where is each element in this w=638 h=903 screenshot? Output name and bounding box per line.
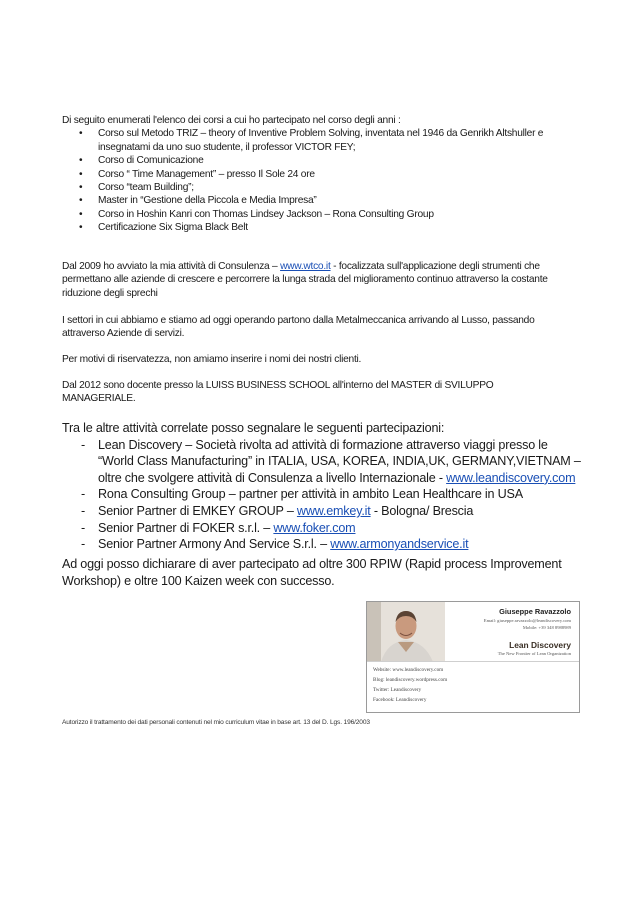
list-item: - Rona Consulting Group – partner per attività in ambito Lean Healthcare in USA <box>62 486 582 503</box>
leandiscovery-link[interactable]: www.leandiscovery.com <box>446 470 576 485</box>
card-divider <box>367 661 579 662</box>
list-item: • Corso sul Metodo TRIZ – theory of Inventive Problem Solving, inventata nel 1946 da Genrikh Altshuller e insegnatami da uno suo studente, il professor VICTOR FEY; <box>62 127 582 154</box>
list-item: • Certificazione Six Sigma Black Belt <box>62 221 582 234</box>
list-item: • Corso in Hoshin Kanri con Thomas Lindsey Jackson – Rona Consulting Group <box>62 208 582 221</box>
armony-link[interactable]: www.armonyandservice.it <box>330 537 469 552</box>
list-item: - Senior Partner di FOKER s.r.l. – www.foker.com <box>62 520 582 537</box>
paragraph-riservatezza: Per motivi di riservatezza, non amiamo inserire i nomi dei nostri clienti. <box>62 354 362 365</box>
courses-list <box>62 127 582 234</box>
card-brand: Lean Discovery <box>509 640 571 650</box>
privacy-footer: Autorizzo il trattamento dei dati personali contenuti nel mio curriculum vitae in base art. 13 del D. Lgs. 196/2003 <box>62 719 370 726</box>
person-photo-icon <box>367 602 445 662</box>
activities-section <box>62 420 582 553</box>
paragraph-settori: I settori in cui abbiamo e stiamo ad oggi operando partono dalla Metalmeccanica arrivando al Lusso, passando attraverso Aziende di servizi. <box>62 315 535 340</box>
paragraph-2009: Dal 2009 ho avviato la mia attività di Consulenza – www.wtco.it - focalizzata sull'applicazione degli strumenti che permettano alle aziende di crescere e percorrere la lunga strada del miglioramento continuo attraverso la costante riduzione degli sprechi <box>62 261 548 299</box>
list-item: - Senior Partner di EMKEY GROUP – www.emkey.it - Bologna/ Brescia <box>62 503 582 520</box>
list-item: • Corso di Comunicazione <box>62 154 582 167</box>
card-facebook: Facebook: Leandiscovery <box>373 697 427 703</box>
courses-section <box>62 114 582 235</box>
business-card <box>366 601 580 713</box>
courses-intro: Di seguito enumerati l'elenco dei corsi a cui ho partecipato nel corso degli anni : <box>62 115 401 126</box>
card-website: Website: www.leandiscovery.com <box>373 667 444 673</box>
activities-list <box>62 437 582 553</box>
list-item: - Senior Partner Armony And Service S.r.l. – www.armonyandservice.it <box>62 536 582 553</box>
card-email: Email: giuseppe.ravazzolo@leandiscovery.com <box>483 618 571 623</box>
list-item: • Corso “ Time Management” – presso Il Sole 24 ore <box>62 168 582 181</box>
list-item: • Corso “team Building”; <box>62 181 582 194</box>
closing-paragraph: Ad oggi posso dichiarare di aver partecipato ad oltre 300 RPIW (Rapid process Improvement Workshop) e oltre 100 Kaizen week con successo. <box>62 557 562 588</box>
activities-intro: Tra le altre attività correlate posso segnalare le seguenti partecipazioni: <box>62 421 445 435</box>
card-name: Giuseppe Ravazzolo <box>499 607 571 616</box>
list-item: - Lean Discovery – Società rivolta ad attività di formazione attraverso viaggi presso le “World Class Manufacturing” in ITALIA, USA, KOREA, INDIA,UK, GERMANY,VIETNAM – oltre che svolgere attività di Consulenza a livello Internazionale - www.leandiscovery.com <box>62 437 582 487</box>
card-blog: Blog: leandiscovery.wordpress.com <box>373 677 448 683</box>
list-item: • Master in “Gestione della Piccola e Media Impresa” <box>62 194 582 207</box>
profile-photo <box>367 602 445 662</box>
card-twitter: Twitter: Leandiscovery <box>373 687 422 693</box>
paragraph-2012: Dal 2012 sono docente presso la LUISS BUSINESS SCHOOL all'interno del MASTER di SVILUPPO MANAGERIALE. <box>62 380 494 405</box>
card-mobile: Mobile: +39 348 8988989 <box>522 625 571 630</box>
emkey-link[interactable]: www.emkey.it <box>296 503 371 518</box>
foker-link[interactable]: www.foker.com <box>273 520 356 535</box>
wtco-link[interactable]: www.wtco.it <box>280 261 331 272</box>
card-tagline: The New Frontier of Lean Organization <box>497 651 571 656</box>
